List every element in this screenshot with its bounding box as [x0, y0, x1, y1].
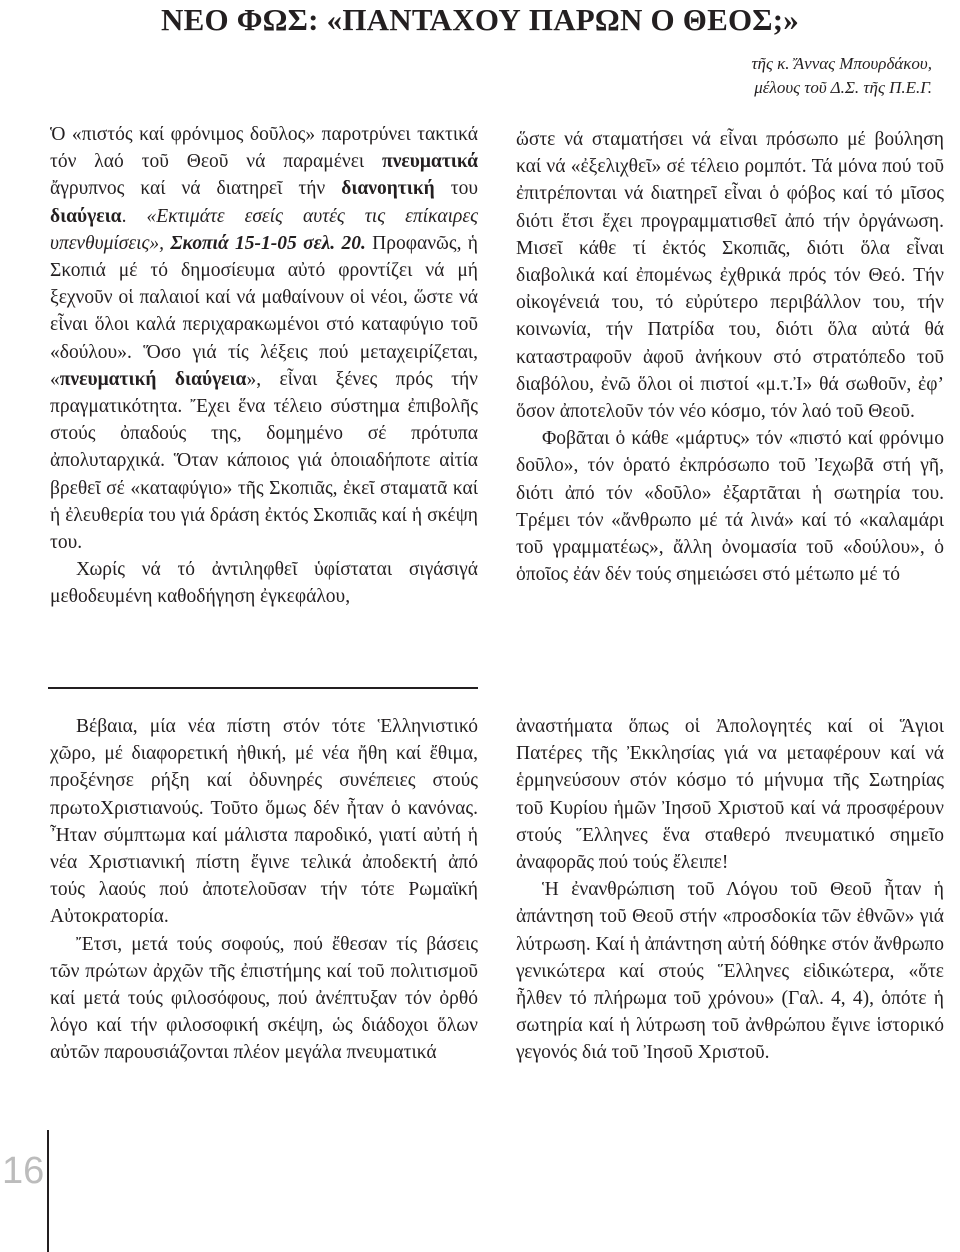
source-reference: Σκοπιά 15-1-05 σελ. 20. — [170, 232, 366, 254]
text-run: Προφανῶς, ἡ Σκοπιά μέ τό δημοσίευμα αὐτό φροντίζει νά μή ξεχνοῦν οἱ παλαιοί καί νά μαθαίνουν οἱ νέοι, ὥστε νά εἶναι ὅλοι καλά περιχαρακωμένοι στό καταφύγιο τοῦ «δούλου». Ὅσο γιά τίς λέξεις πού μεταχειρίζεται, « — [50, 232, 478, 390]
text-run: », εἶναι ξένες πρός τήν πραγματικότητα. Ἔχει ἕνα τέλειο σύστημα ἐπιβολῆς στούς ὀπαδούς της, δομημένο σέ πρότυπα ἀπολυταρχικά. Ὅταν κάποιος γιά ὁποιαδήποτε αἰτία βρεθεῖ σέ «καταφύγιο» τῆς Σκοπιᾶς, ἐκεῖ σταματᾶ καί ἡ ἐλευθερία του γιά δράση ἐκτός Σκοπιᾶς καί ἡ σκέψη του. — [50, 368, 478, 554]
section-divider — [48, 687, 478, 689]
paragraph — [50, 121, 478, 556]
paragraph: Ἔτσι, μετά τούς σοφούς, πού ἔθεσαν τίς βάσεις τῶν πρώτων ἀρχῶν τῆς ἐπιστήμης καί τοῦ πολιτισμοῦ καί μετά τούς φιλοσόφους, πού ἀνέπτυξαν τόν ὀρθό λόγο καί τήν φιλοσοφική σκέψη, ὡς διάδοχοι ὅλων αὐτῶν παρουσιάζονται πλέον μεγάλα πνευματικά — [50, 933, 478, 1064]
column-bottom-right — [516, 713, 944, 1067]
byline-affiliation: μέλους τοῦ Δ.Σ. τῆς Π.Ε.Γ. — [754, 78, 932, 97]
paragraph: ἀναστήματα ὅπως οἱ Ἀπολογητές καί οἱ Ἅγιοι Πατέρες τῆς Ἐκκλησίας γιά να μεταφέρουν καί νά ἑρμηνεύσουν στόν κόσμο τό μήνυμα τῆς Σωτηρίας τοῦ Κυρίου ἡμῶν Ἰησοῦ Χριστοῦ καί νά προσφέρουν στούς Ἕλληνες ἕνα σταθερό πνευματικό σημεῖο ἀναφορᾶς πού τούς ἔλειπε! — [516, 716, 944, 874]
bold-text: πνευματικά — [382, 151, 478, 173]
byline-author: τῆς κ. Ἄννας Μπουρδάκου, — [751, 54, 932, 73]
column-top-left — [50, 121, 478, 611]
page-margin-rule — [47, 1130, 49, 1252]
text-run: . — [121, 205, 147, 227]
page-number: 16 — [2, 1150, 45, 1192]
paragraph: Χωρίς νά τό ἀντιληφθεῖ ὑφίσταται σιγάσιγά μεθοδευμένη καθοδήγηση ἐγκεφάλου, — [50, 559, 478, 608]
quoted-citation: «Εκτιμάτε εσείς αυτές τις επίκαιρες υπενθυμίσεις», — [50, 205, 478, 254]
paragraph: Βέβαια, μία νέα πίστη στόν τότε Ἑλληνιστικό χῶρο, μέ διαφορετική ἠθική, μέ νέα ἤθη καί ἔθιμα, προξένησε ρήξη καί ὀδυνηρές συνέπειες στούς πρωτοΧριστιανούς. Τοῦτο ὅμως δέν ἦταν ὁ κανόνας. Ἦταν σύμπτωμα καί μάλιστα παροδικό, γιατί αὐτή ἡ νέα Χριστιανική πίστη ἔγινε τελικά ἀποδεκτή ἀπό τούς λαούς πού ἀποτελοῦσαν τήν τότε Ρωμαϊκή Αὐτοκρατορία. — [50, 716, 478, 928]
author-byline — [751, 52, 932, 100]
bold-text: διαύγεια — [50, 205, 122, 227]
column-top-right — [516, 126, 944, 588]
paragraph: Φοβᾶται ὁ κάθε «μάρτυς» τόν «πιστό καί φρόνιμο δοῦλο», τόν ὁρατό ἐκπρόσωπο τοῦ Ἰεχωβᾶ στή γῆ, διότι ἀπό τόν «δοῦλο» ἐξαρτᾶται ἡ σωτηρία του. Τρέμει τόν «ἄνθρωπο μέ τά λινά» καί τό «καλαμάρι τοῦ γραμματέως», ἄλλη ὀνομασία τοῦ «δούλου», ὁ ὁποῖος ἐάν δέν τούς σημειώσει στό μέτωπο μέ τό — [516, 428, 944, 586]
column-bottom-left — [50, 713, 478, 1067]
text-run: του — [434, 178, 478, 200]
text-run: ἄγρυπνος καί νά διατηρεῖ τήν — [50, 178, 342, 200]
paragraph: Ἡ ἐνανθρώπιση τοῦ Λόγου τοῦ Θεοῦ ἦταν ἡ ἀπάντηση τοῦ Θεοῦ στήν «προσδοκία τῶν ἐθνῶν» γιά λύτρωση. Καί ἡ ἀπάντηση αὐτή δόθηκε στόν ἄνθρωπο γενικώτερα καί στούς Ἕλληνες εἰδικώτερα, «ὅτε ἦλθεν τό πλήρωμα τοῦ χρόνου» (Γαλ. 4, 4), ὁπότε ἡ σωτηρία καί ἡ λύτρωση τοῦ ἀνθρώπου ἔγινε ἱστορικό γεγονός διά τοῦ Ἰησοῦ Χριστοῦ. — [516, 879, 944, 1064]
text-run: Ὁ «πιστός καί φρόνιμος δοῦλος» παροτρύνει τακτικά τόν λαό τοῦ Θεοῦ νά παραμένει — [50, 124, 478, 173]
bold-text: πνευματική διαύγεια — [59, 368, 247, 390]
bold-text: διανοητική — [341, 178, 435, 200]
paragraph: ὥστε νά σταματήσει νά εἶναι πρόσωπο μέ βούληση καί νά «ἐξελιχθεῖ» σέ τέλειο ρομπότ. Τά μόνα πού τοῦ ἐπιτρέπονται νά διατηρεῖ εἶναι ὁ φόβος καί τό μῖσος διότι ἔτσι ἔχει προγραμματισθεῖ ἀπό τήν ὀργάνωση. Μισεῖ κάθε τί ἐκτός Σκοπιᾶς, διότι ὅλα εἶναι διαβολικά καί ἐπομένως ἐχθρικά πρός τόν Θεό. Τήν οἰκογένειά του, τό εὐρύτερο περιβάλλον του, τήν κοινωνία, τήν Πατρίδα του, διότι ὅλα αὐτά θά καταστραφοῦν ἀφοῦ ἀνήκουν στό στρατόπεδο τοῦ διαβόλου, ἐνῶ ὅλοι οἱ πιστοί «μ.τ.Ἰ» θά σωθοῦν, ἐφ’ ὅσον ἀποτελοῦν τόν νέο κόσμο, τόν λαό τοῦ Θεοῦ. — [516, 129, 944, 423]
page-title: ΝΕΟ ΦΩΣ: «ΠΑΝΤΑΧΟΥ ΠΑΡΩΝ Ο ΘΕΟΣ;» — [161, 2, 799, 37]
